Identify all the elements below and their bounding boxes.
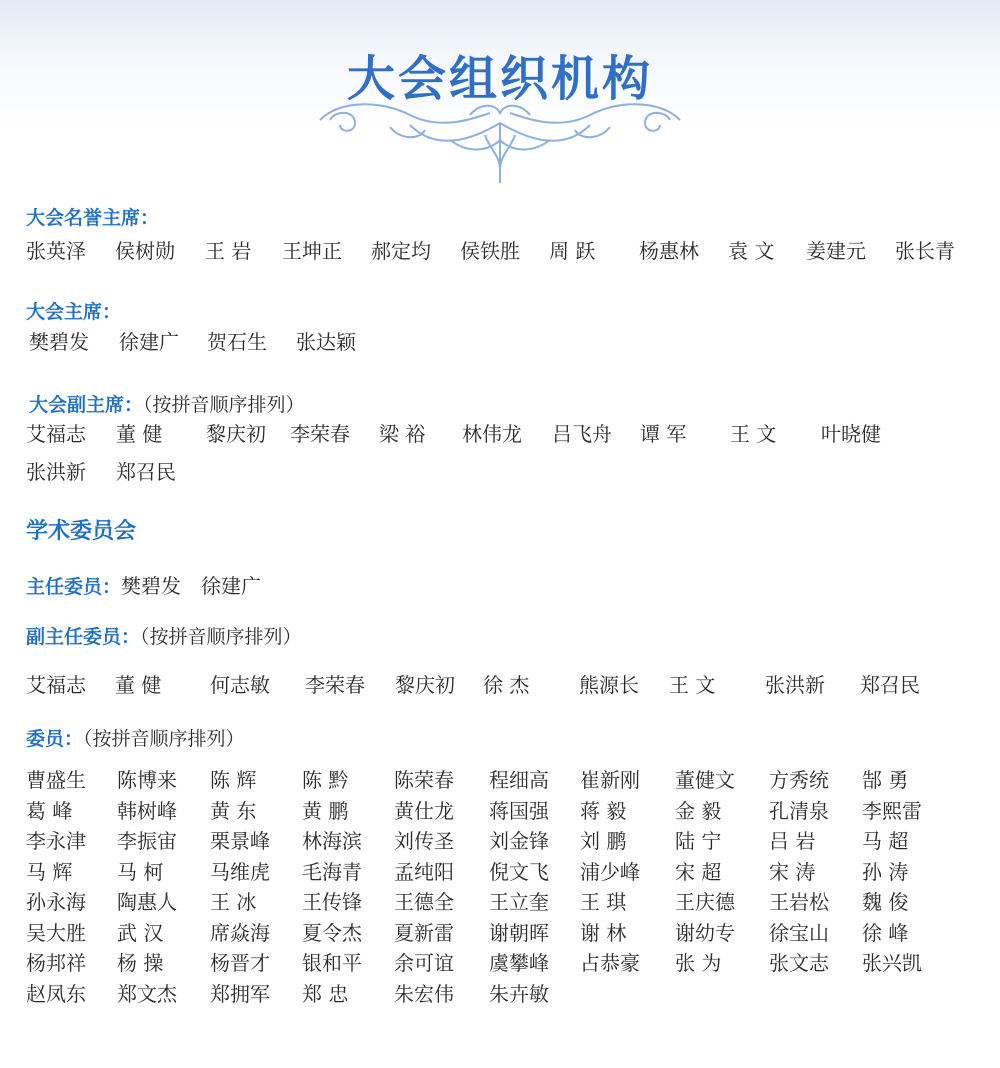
deputy-director-name: 董 健: [115, 673, 162, 697]
member-name: 孙 涛: [862, 859, 909, 884]
member-name: 郑拥军: [210, 981, 270, 1006]
member-name: 孟纯阳: [394, 859, 454, 884]
member-name: 郑文杰: [117, 981, 177, 1006]
member-name: 王德全: [394, 890, 454, 914]
deputy-director-name: 徐 杰: [483, 673, 530, 697]
director-heading-label: 主任委员：: [26, 576, 122, 598]
members-sort-note: （按拼音顺序排列）: [83, 728, 245, 750]
member-name: 李永津: [26, 829, 86, 853]
chairman-names-row: [29, 327, 529, 357]
member-name: 黄 东: [210, 798, 257, 823]
member-name: 李振宙: [117, 829, 177, 853]
member-name: 孔清泉: [769, 798, 829, 823]
honorary-name: 张长青: [895, 239, 955, 263]
member-name: 王 琪: [580, 890, 627, 914]
member-name: 虞攀峰: [489, 951, 549, 975]
vice-chairman-name: 林伟龙: [462, 422, 522, 446]
vice-chairman-name: 王 文: [730, 422, 777, 446]
member-name: 魏 俊: [862, 890, 909, 914]
vice-chairman-name: 董 健: [116, 422, 163, 446]
member-name: 赵凤东: [26, 981, 86, 1006]
vice-chairman-name: 叶晓健: [821, 422, 881, 446]
member-name: 刘 鹏: [580, 829, 627, 853]
member-name: 张 为: [675, 951, 722, 975]
honorary-name: 王坤正: [282, 239, 342, 263]
members-grid: [26, 765, 986, 1015]
deputy-director-name: 何志敏: [210, 673, 270, 697]
chairman-name: 樊碧发: [29, 330, 89, 354]
deputy-director-name: 熊源长: [579, 673, 639, 697]
member-name: 杨邦祥: [26, 951, 86, 975]
member-name: 浦少峰: [580, 859, 640, 884]
member-name: 谢朝晖: [489, 920, 549, 945]
member-name: 武 汉: [117, 920, 164, 945]
honorary-name: 姜建元: [806, 239, 866, 263]
member-name: 王立奎: [489, 890, 549, 914]
member-name: 杨 操: [117, 951, 164, 975]
chairman-heading: 大会主席：: [26, 301, 122, 323]
member-name: 董健文: [675, 768, 735, 792]
member-name: 蒋 毅: [580, 798, 627, 823]
member-name: 葛 峰: [26, 798, 73, 823]
member-name: 郜 勇: [862, 768, 909, 792]
director-names: 樊碧发 徐建广: [121, 574, 262, 598]
deputy-director-name: 王 文: [669, 673, 716, 697]
chairman-name: 贺石生: [207, 330, 267, 354]
member-name: 马 超: [862, 829, 909, 853]
member-name: 张兴凯: [862, 951, 922, 975]
vice-chairman-sort-note: （按拼音顺序排列）: [143, 394, 305, 416]
member-name: 杨晋才: [210, 951, 270, 975]
member-name: 王 冰: [210, 890, 257, 914]
member-name: 马 柯: [117, 859, 164, 884]
member-name: 余可谊: [394, 951, 454, 975]
member-name: 毛海青: [302, 859, 362, 884]
member-name: 孙永海: [26, 890, 86, 914]
members-heading-label: 委员：: [26, 728, 84, 750]
honorary-name: 王 岩: [205, 239, 252, 263]
member-name: 陆 宁: [675, 829, 722, 853]
vice-chairman-name: 张洪新: [26, 460, 86, 484]
member-name: 方秀统: [769, 768, 829, 792]
member-name: 陈荣春: [394, 768, 454, 792]
member-name: 倪文飞: [489, 859, 549, 884]
member-name: 王庆德: [675, 890, 735, 914]
member-name: 林海滨: [302, 829, 362, 853]
director-heading: [26, 570, 261, 599]
honorary-name: 张英泽: [26, 239, 86, 263]
honorary-names-row: [26, 236, 986, 266]
deputy-director-sort-note: （按拼音顺序排列）: [140, 626, 302, 648]
member-name: 蒋国强: [489, 798, 549, 823]
member-name: 朱宏伟: [394, 981, 454, 1006]
member-name: 王岩松: [769, 890, 829, 914]
vice-chairman-name: 郑召民: [116, 460, 176, 484]
deputy-director-name: 郑召民: [860, 673, 920, 697]
vice-chairman-name: 黎庆初: [206, 422, 266, 446]
honorary-name: 袁 文: [728, 239, 775, 263]
member-name: 陶惠人: [117, 890, 177, 914]
member-name: 马 辉: [26, 859, 73, 884]
vice-chairman-name: 李荣春: [290, 422, 350, 446]
deputy-director-heading-label: 副主任委员：: [26, 626, 141, 648]
member-name: 席焱海: [210, 920, 270, 945]
vice-chairman-names-row-1: [26, 419, 986, 449]
deputy-director-name: 艾福志: [26, 673, 86, 697]
member-name: 曹盛生: [26, 768, 86, 792]
member-name: 银和平: [302, 951, 362, 975]
honorary-chairman-heading: 大会名誉主席：: [26, 207, 160, 229]
honorary-name: 周 跃: [549, 239, 596, 263]
member-name: 李熙雷: [862, 798, 922, 823]
member-name: 夏新雷: [394, 920, 454, 945]
member-name: 张文志: [769, 951, 829, 975]
member-name: 栗景峰: [210, 829, 270, 853]
member-name: 宋 涛: [769, 859, 816, 884]
deputy-director-name: 黎庆初: [395, 673, 455, 697]
member-name: 马维虎: [210, 859, 270, 884]
vice-chairman-name: 梁 裕: [379, 422, 426, 446]
member-name: 徐宝山: [769, 920, 829, 945]
member-name: 吴大胜: [26, 920, 86, 945]
honorary-name: 杨惠林: [639, 239, 699, 263]
member-name: 朱卉敏: [489, 981, 549, 1006]
vice-chairman-names-row-2: [26, 457, 426, 487]
members-heading: [26, 724, 245, 751]
honorary-name: 郝定均: [371, 239, 431, 263]
page-title: 大会组织机构: [346, 51, 653, 107]
member-name: 宋 超: [675, 859, 722, 884]
member-name: 谢 林: [580, 920, 627, 945]
member-name: 陈 辉: [210, 768, 257, 792]
deputy-director-name: 张洪新: [765, 673, 825, 697]
chairman-name: 徐建广: [119, 330, 179, 354]
member-name: 谢幼专: [675, 920, 735, 945]
member-name: 韩树峰: [117, 798, 177, 823]
member-name: 刘金锋: [489, 829, 549, 853]
ornament-flourish: [300, 95, 700, 190]
vice-chairman-heading: [29, 390, 305, 417]
member-name: 金 毅: [675, 798, 722, 823]
member-name: 徐 峰: [862, 920, 909, 945]
member-name: 陈博来: [117, 768, 177, 792]
member-name: 黄 鹏: [302, 798, 349, 823]
vice-chairman-name: 谭 军: [640, 422, 687, 446]
member-name: 黄仕龙: [394, 798, 454, 823]
member-name: 程细高: [489, 768, 549, 792]
vice-chairman-heading-label: 大会副主席：: [29, 394, 144, 416]
member-name: 夏令杰: [302, 920, 362, 945]
vice-chairman-name: 艾福志: [26, 422, 86, 446]
deputy-director-heading: [26, 622, 302, 649]
vice-chairman-name: 吕飞舟: [552, 422, 612, 446]
chairman-name: 张达颖: [296, 330, 356, 354]
member-name: 刘传圣: [394, 829, 454, 853]
member-name: 王传锋: [302, 890, 362, 914]
member-name: 占恭豪: [580, 951, 640, 975]
deputy-director-name: 李荣春: [305, 673, 365, 697]
honorary-name: 侯铁胜: [460, 239, 520, 263]
member-name: 郑 忠: [302, 981, 349, 1006]
academic-committee-title: 学术委员会: [26, 519, 137, 544]
member-name: 吕 岩: [769, 829, 816, 853]
member-name: 陈 黔: [302, 768, 349, 792]
member-name: 崔新刚: [580, 768, 640, 792]
honorary-name: 侯树勋: [115, 239, 175, 263]
deputy-director-names-row: [26, 670, 986, 700]
